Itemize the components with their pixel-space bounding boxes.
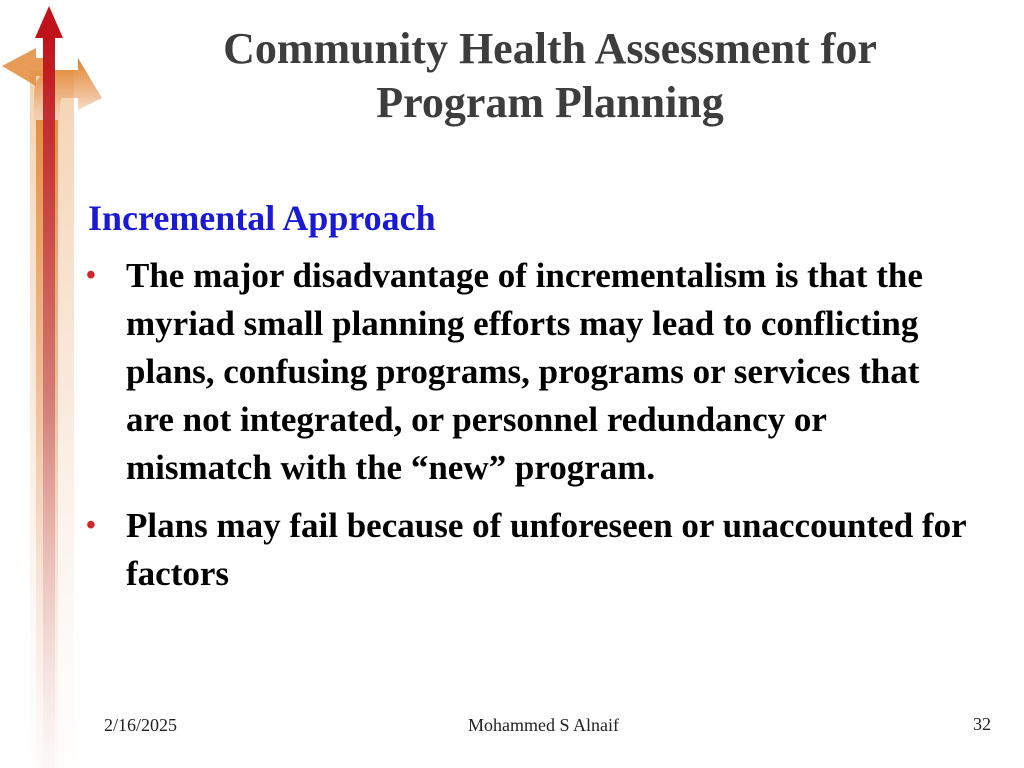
bullet-item-1 — [86, 252, 966, 492]
arrow-decoration-icon — [0, 0, 110, 768]
footer-date: 2/16/2025 — [104, 715, 178, 735]
bullet-marker: • — [86, 510, 96, 541]
bullet-item-2 — [86, 502, 966, 598]
bullet-list — [86, 252, 966, 608]
slide-title — [150, 22, 950, 130]
footer-author: Mohammed S Alnaif — [468, 715, 619, 735]
bullet-text-2: Plans may fail because of unforeseen or unaccounted for factors — [126, 506, 966, 593]
bullet-text-1: The major disadvantage of incrementalism is that the myriad small planning efforts may lead to conflicting plans, confusing programs, programs or services that are not integrated, or personnel redundancy or mismatch with the “new” program. — [126, 256, 923, 487]
section-heading: Incremental Approach — [88, 198, 436, 238]
slide-title-line-2: Program Planning — [376, 78, 724, 127]
bullet-marker: • — [86, 260, 96, 291]
slide-title-line-1: Community Health Assessment for — [223, 24, 877, 73]
page-number: 32 — [973, 714, 991, 734]
